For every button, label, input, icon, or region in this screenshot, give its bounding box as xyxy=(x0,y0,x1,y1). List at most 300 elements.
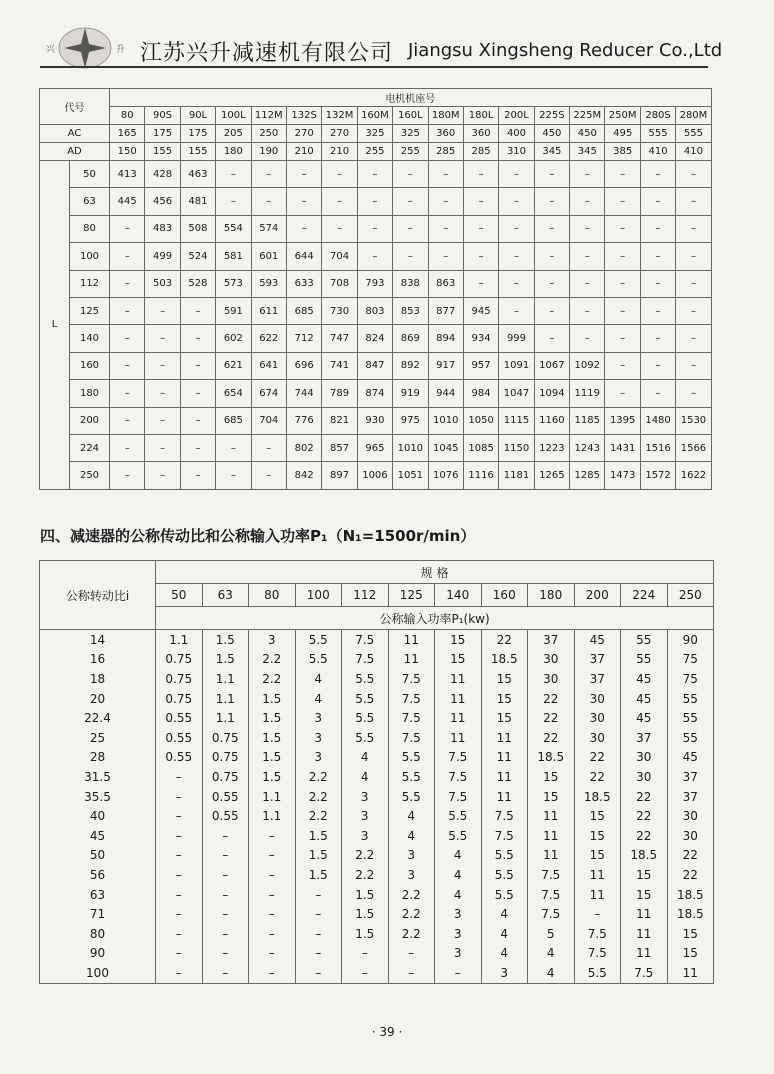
table-cell: 7.5 xyxy=(435,767,482,787)
table-cell: 2.2 xyxy=(295,767,342,787)
size-header-cell: 160 xyxy=(481,584,528,607)
table-cell: 15 xyxy=(574,806,621,826)
table-cell: 984 xyxy=(463,380,498,407)
table-cell: 1622 xyxy=(676,462,711,489)
table-cell: 22 xyxy=(574,748,621,768)
table-cell: 250 xyxy=(251,125,286,143)
size-cell: 125 xyxy=(70,297,110,324)
table-cell: – xyxy=(145,297,180,324)
table-cell: – xyxy=(499,161,534,188)
table-cell: 22 xyxy=(667,846,714,866)
table-cell: 18.5 xyxy=(481,650,528,670)
table-cell: – xyxy=(463,161,498,188)
table-cell: 22 xyxy=(574,767,621,787)
table-cell: 2.2 xyxy=(342,865,389,885)
table-cell: 45 xyxy=(621,669,668,689)
table-cell: – xyxy=(640,297,675,324)
table-cell: 15 xyxy=(667,944,714,964)
table-cell: – xyxy=(180,325,215,352)
table-cell: 15 xyxy=(621,865,668,885)
table-cell: – xyxy=(180,434,215,461)
table-cell: – xyxy=(251,188,286,215)
table-cell: 15 xyxy=(481,708,528,728)
motor-frame-cell: 132S xyxy=(286,107,321,125)
table-cell: 7.5 xyxy=(342,650,389,670)
table-cell: – xyxy=(202,924,249,944)
table-cell: 3 xyxy=(435,944,482,964)
table-cell: 495 xyxy=(605,125,640,143)
ratio-cell: 22.4 xyxy=(40,708,156,728)
table-cell: – xyxy=(322,215,357,242)
table-cell: – xyxy=(249,944,296,964)
table-cell: – xyxy=(295,924,342,944)
table-cell: 1051 xyxy=(393,462,428,489)
table-cell: 165 xyxy=(110,125,145,143)
table-cell: – xyxy=(388,963,435,983)
motor-frame-cell: 112M xyxy=(251,107,286,125)
table-cell: 641 xyxy=(251,352,286,379)
table-cell: 2.2 xyxy=(342,846,389,866)
table-cell: 789 xyxy=(322,380,357,407)
table-cell: 3 xyxy=(295,748,342,768)
table-cell: – xyxy=(393,161,428,188)
table-cell: 15 xyxy=(574,826,621,846)
table-row xyxy=(40,728,714,748)
company-name-en: Jiangsu Xingsheng Reducer Co.,Ltd xyxy=(408,40,723,61)
table-cell: 1.1 xyxy=(156,630,203,650)
page-number: · 39 · xyxy=(371,1025,403,1039)
motor-frame-cell: 280M xyxy=(676,107,711,125)
table-cell: 1.5 xyxy=(295,826,342,846)
table-cell: – xyxy=(640,188,675,215)
table-cell: 456 xyxy=(145,188,180,215)
table-row xyxy=(40,380,712,407)
table-cell: 622 xyxy=(251,325,286,352)
ratio-cell: 35.5 xyxy=(40,787,156,807)
table-cell: 1480 xyxy=(640,407,675,434)
table-cell: – xyxy=(202,904,249,924)
table-cell: 18.5 xyxy=(528,748,575,768)
section-title: 四、减速器的公称传动比和公称输入功率P₁（N₁=1500r/min） xyxy=(40,527,476,545)
table-cell: – xyxy=(286,215,321,242)
table-row xyxy=(40,125,712,143)
table-cell: 803 xyxy=(357,297,392,324)
table-row xyxy=(40,708,714,728)
table-cell: – xyxy=(640,380,675,407)
motor-frame-cell: 100L xyxy=(216,107,251,125)
table-cell: – xyxy=(286,188,321,215)
table-cell: 3 xyxy=(388,865,435,885)
row-label-cell: AD xyxy=(40,143,110,161)
motor-frame-cell: 132M xyxy=(322,107,357,125)
table-cell: 611 xyxy=(251,297,286,324)
table-cell: 3 xyxy=(342,787,389,807)
table-cell: – xyxy=(342,963,389,983)
table-cell: 45 xyxy=(574,630,621,650)
table-cell: 30 xyxy=(528,650,575,670)
motor-frame-header-cell: 电机机座号 xyxy=(110,89,712,107)
table-cell: – xyxy=(534,188,569,215)
table-cell: 5.5 xyxy=(295,630,342,650)
table-cell: 741 xyxy=(322,352,357,379)
ratio-cell: 90 xyxy=(40,944,156,964)
table-cell: – xyxy=(180,462,215,489)
table-cell: – xyxy=(676,215,711,242)
table-cell: 11 xyxy=(481,767,528,787)
table-cell: 555 xyxy=(676,125,711,143)
table-cell: – xyxy=(388,944,435,964)
table-cell: 1050 xyxy=(463,407,498,434)
table-cell: 863 xyxy=(428,270,463,297)
motor-frame-cell: 160M xyxy=(357,107,392,125)
table-cell: 7.5 xyxy=(481,806,528,826)
size-cell: 140 xyxy=(70,325,110,352)
table-cell: 270 xyxy=(322,125,357,143)
table-cell: 4 xyxy=(481,904,528,924)
table-cell: 5.5 xyxy=(435,806,482,826)
table-cell: 55 xyxy=(667,728,714,748)
table-row xyxy=(40,297,712,324)
table-cell: 410 xyxy=(640,143,675,161)
table-cell: 591 xyxy=(216,297,251,324)
table-cell: 11 xyxy=(481,748,528,768)
size-cell: 80 xyxy=(70,215,110,242)
table-cell: 730 xyxy=(322,297,357,324)
ratio-cell: 31.5 xyxy=(40,767,156,787)
table-cell: 15 xyxy=(574,846,621,866)
table-cell: 483 xyxy=(145,215,180,242)
table-cell: 5.5 xyxy=(342,689,389,709)
motor-frame-cell: 90L xyxy=(180,107,215,125)
table-cell: – xyxy=(145,325,180,352)
table-cell: 325 xyxy=(393,125,428,143)
table-cell: – xyxy=(676,161,711,188)
table-cell: – xyxy=(156,846,203,866)
table-cell: 37 xyxy=(574,650,621,670)
size-header-cell: 112 xyxy=(342,584,389,607)
table-cell: 2.2 xyxy=(388,924,435,944)
table-cell: 4 xyxy=(295,669,342,689)
table-cell: 1.5 xyxy=(342,924,389,944)
table-cell: 919 xyxy=(393,380,428,407)
table-cell: – xyxy=(145,407,180,434)
table-cell: 1572 xyxy=(640,462,675,489)
table-row xyxy=(40,806,714,826)
table-cell: 1243 xyxy=(570,434,605,461)
table-cell: 934 xyxy=(463,325,498,352)
table-cell: 4 xyxy=(295,689,342,709)
table-cell: – xyxy=(676,380,711,407)
table-cell: 7.5 xyxy=(574,944,621,964)
table-cell: 847 xyxy=(357,352,392,379)
table-cell: 7.5 xyxy=(481,826,528,846)
table-cell: 22 xyxy=(667,865,714,885)
table-cell: 747 xyxy=(322,325,357,352)
ratio-cell: 80 xyxy=(40,924,156,944)
table-cell: 838 xyxy=(393,270,428,297)
table-cell: 685 xyxy=(286,297,321,324)
table-cell: – xyxy=(676,352,711,379)
table-cell: 1.1 xyxy=(249,787,296,807)
table-cell: 1116 xyxy=(463,462,498,489)
table-cell: 7.5 xyxy=(621,963,668,983)
company-name-cn: 江苏兴升减速机有限公司 xyxy=(140,41,394,66)
table-cell: 965 xyxy=(357,434,392,461)
table-cell: 55 xyxy=(621,650,668,670)
table-cell: 4 xyxy=(528,944,575,964)
table-cell: 0.55 xyxy=(156,708,203,728)
table-cell: 1.5 xyxy=(249,748,296,768)
table-cell: – xyxy=(180,352,215,379)
table-cell: 180 xyxy=(216,143,251,161)
table-cell: – xyxy=(251,462,286,489)
table-cell: 90 xyxy=(667,630,714,650)
table-cell: 930 xyxy=(357,407,392,434)
table-cell: – xyxy=(145,434,180,461)
table-cell: 15 xyxy=(667,924,714,944)
table-cell: – xyxy=(110,325,145,352)
table-cell: – xyxy=(640,352,675,379)
table-cell: – xyxy=(570,297,605,324)
table-cell: – xyxy=(605,352,640,379)
table-cell: 0.75 xyxy=(202,767,249,787)
table-cell: 37 xyxy=(667,787,714,807)
table-cell: 385 xyxy=(605,143,640,161)
table-cell: – xyxy=(605,325,640,352)
table-cell: 1285 xyxy=(570,462,605,489)
table-cell: – xyxy=(216,462,251,489)
table-header-row xyxy=(40,107,712,125)
table-cell: 999 xyxy=(499,325,534,352)
table-cell: 0.75 xyxy=(202,728,249,748)
table-cell: – xyxy=(202,885,249,905)
table-cell: 75 xyxy=(667,669,714,689)
table-cell: – xyxy=(249,846,296,866)
table-cell: 503 xyxy=(145,270,180,297)
size-cell: 224 xyxy=(70,434,110,461)
table-cell: 15 xyxy=(481,669,528,689)
table-cell: – xyxy=(110,270,145,297)
table-cell: 1047 xyxy=(499,380,534,407)
table-cell: 1045 xyxy=(428,434,463,461)
ratio-cell: 28 xyxy=(40,748,156,768)
table-cell: 1.1 xyxy=(202,689,249,709)
size-cell: 63 xyxy=(70,188,110,215)
table-row xyxy=(40,407,712,434)
motor-frame-cell: 225S xyxy=(534,107,569,125)
table-cell: 7.5 xyxy=(528,865,575,885)
ratio-cell: 100 xyxy=(40,963,156,983)
table-cell: 7.5 xyxy=(574,924,621,944)
table-cell: 30 xyxy=(528,669,575,689)
table-cell: 1223 xyxy=(534,434,569,461)
table-cell: 410 xyxy=(676,143,711,161)
table-cell: 5.5 xyxy=(481,846,528,866)
table-cell: 5.5 xyxy=(295,650,342,670)
table-cell: 11 xyxy=(621,944,668,964)
table-cell: 0.55 xyxy=(156,728,203,748)
table-cell: 22 xyxy=(621,806,668,826)
table-cell: 776 xyxy=(286,407,321,434)
table-cell: 1.5 xyxy=(342,885,389,905)
table-row xyxy=(40,630,714,650)
table-cell: 894 xyxy=(428,325,463,352)
code-header-cell: 代号 xyxy=(40,89,110,125)
table-cell: – xyxy=(249,963,296,983)
table-cell: 5.5 xyxy=(435,826,482,846)
motor-frame-cell: 180L xyxy=(463,107,498,125)
table-cell: 11 xyxy=(435,669,482,689)
table-row xyxy=(40,462,712,489)
page-header xyxy=(0,0,774,80)
table-cell: 15 xyxy=(528,787,575,807)
motor-frame-cell: 180M xyxy=(428,107,463,125)
table-cell: 0.55 xyxy=(202,806,249,826)
table-row xyxy=(40,787,714,807)
table-cell: 22 xyxy=(621,826,668,846)
table-cell: 7.5 xyxy=(388,708,435,728)
table-cell: 30 xyxy=(574,689,621,709)
table-row xyxy=(40,748,714,768)
table-cell: – xyxy=(357,188,392,215)
table-cell: – xyxy=(428,243,463,270)
table-cell: – xyxy=(640,325,675,352)
table-cell: – xyxy=(156,767,203,787)
table-cell: – xyxy=(534,325,569,352)
table-cell: 1265 xyxy=(534,462,569,489)
ratio-cell: 56 xyxy=(40,865,156,885)
table-cell: 15 xyxy=(435,630,482,650)
table-cell: 0.75 xyxy=(202,748,249,768)
table-cell: 30 xyxy=(667,826,714,846)
table-cell: 704 xyxy=(322,243,357,270)
table-cell: 481 xyxy=(180,188,215,215)
table-cell: 1.1 xyxy=(202,708,249,728)
table-row xyxy=(40,215,712,242)
table-cell: 18.5 xyxy=(574,787,621,807)
table-cell: – xyxy=(156,885,203,905)
table-cell: 1006 xyxy=(357,462,392,489)
table-cell: 428 xyxy=(145,161,180,188)
table-cell: – xyxy=(570,325,605,352)
table-cell: – xyxy=(145,380,180,407)
table-cell: – xyxy=(534,270,569,297)
table-cell: 573 xyxy=(216,270,251,297)
table-cell: – xyxy=(574,904,621,924)
table-cell: – xyxy=(322,188,357,215)
spec-header-cell: 规 格 xyxy=(156,561,714,584)
motor-frame-cell: 160L xyxy=(393,107,428,125)
table-cell: 1395 xyxy=(605,407,640,434)
table-row xyxy=(40,904,714,924)
table-cell: 7.5 xyxy=(388,728,435,748)
table-cell: 18.5 xyxy=(621,846,668,866)
table-cell: 150 xyxy=(110,143,145,161)
power-table xyxy=(39,560,714,984)
table-cell: 2.2 xyxy=(388,885,435,905)
table-cell: 15 xyxy=(481,689,528,709)
table-cell: 874 xyxy=(357,380,392,407)
table-cell: 22 xyxy=(481,630,528,650)
table-cell: 1.1 xyxy=(202,669,249,689)
table-row xyxy=(40,865,714,885)
table-cell: – xyxy=(605,243,640,270)
table-cell: 30 xyxy=(574,728,621,748)
table-cell: – xyxy=(676,243,711,270)
table-cell: – xyxy=(286,161,321,188)
table-cell: – xyxy=(156,904,203,924)
table-cell: 37 xyxy=(574,669,621,689)
table-cell: – xyxy=(499,270,534,297)
table-cell: – xyxy=(249,865,296,885)
motor-frame-cell: 80 xyxy=(110,107,145,125)
table-cell: – xyxy=(463,188,498,215)
table-cell: – xyxy=(640,243,675,270)
table-cell: – xyxy=(640,215,675,242)
table-cell: 413 xyxy=(110,161,145,188)
table-row xyxy=(40,885,714,905)
table-cell: 1.5 xyxy=(249,708,296,728)
size-header-cell: 100 xyxy=(295,584,342,607)
ratio-cell: 40 xyxy=(40,806,156,826)
table-cell: 842 xyxy=(286,462,321,489)
table-cell: – xyxy=(605,380,640,407)
table-cell: – xyxy=(251,161,286,188)
table-header-row xyxy=(40,89,712,107)
table-cell: 0.55 xyxy=(156,748,203,768)
table-cell: – xyxy=(216,434,251,461)
table-cell: 175 xyxy=(145,125,180,143)
ratio-cell: 20 xyxy=(40,689,156,709)
table-cell: – xyxy=(393,215,428,242)
table-cell: 1010 xyxy=(428,407,463,434)
table-cell: 3 xyxy=(481,963,528,983)
table-cell: – xyxy=(156,944,203,964)
table-cell: – xyxy=(605,270,640,297)
table-cell: 3 xyxy=(388,846,435,866)
table-cell: – xyxy=(357,161,392,188)
table-cell: – xyxy=(605,215,640,242)
table-cell: 345 xyxy=(570,143,605,161)
table-cell: 685 xyxy=(216,407,251,434)
table-cell: 55 xyxy=(621,630,668,650)
table-cell: – xyxy=(676,325,711,352)
table-row xyxy=(40,352,712,379)
ratio-cell: 45 xyxy=(40,826,156,846)
table-cell: – xyxy=(295,963,342,983)
table-cell: 55 xyxy=(667,708,714,728)
table-header-row xyxy=(40,561,714,584)
table-cell: – xyxy=(202,826,249,846)
motor-frame-cell: 200L xyxy=(499,107,534,125)
table-cell: – xyxy=(295,944,342,964)
size-header-cell: 224 xyxy=(621,584,668,607)
table-cell: 1094 xyxy=(534,380,569,407)
table-cell: 22 xyxy=(621,787,668,807)
table-cell: 210 xyxy=(286,143,321,161)
table-cell: 255 xyxy=(357,143,392,161)
table-row xyxy=(40,963,714,983)
table-cell: 11 xyxy=(574,865,621,885)
table-cell: 524 xyxy=(180,243,215,270)
table-cell: 1010 xyxy=(393,434,428,461)
table-cell: – xyxy=(156,806,203,826)
table-cell: 654 xyxy=(216,380,251,407)
table-row xyxy=(40,434,712,461)
table-row xyxy=(40,767,714,787)
table-cell: 1092 xyxy=(570,352,605,379)
table-cell: – xyxy=(534,215,569,242)
